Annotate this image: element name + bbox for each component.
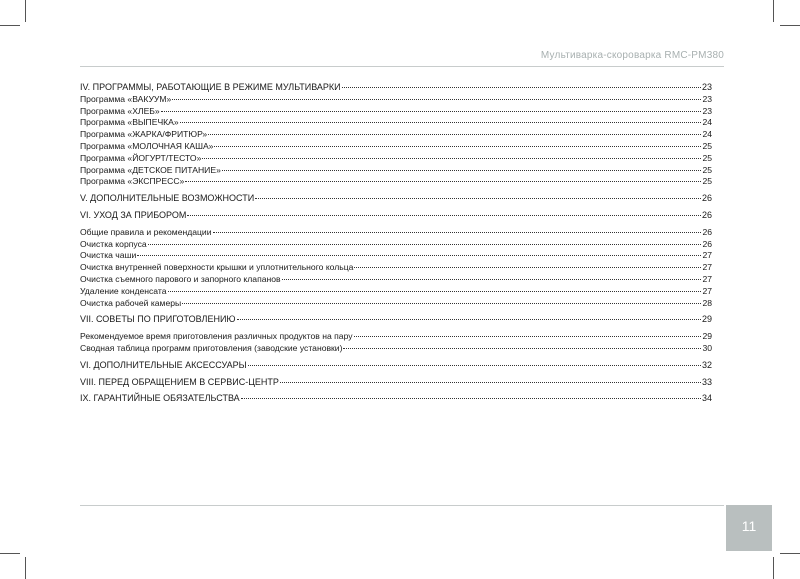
- toc-item-row: [80, 227, 712, 239]
- document-header-title: Мультиварка-скороварка RMC-PM380: [540, 50, 724, 61]
- crop-mark: [0, 25, 20, 26]
- toc-entry-label: Программа «ДЕТСКОЕ ПИТАНИЕ»: [80, 164, 221, 175]
- crop-mark: [773, 0, 774, 22]
- page-number: 11: [741, 518, 757, 534]
- toc-leader-dots: [280, 382, 701, 383]
- toc-leader-dots: [148, 244, 702, 245]
- toc-section-row: [80, 393, 712, 405]
- toc-leader-dots: [187, 215, 701, 216]
- toc-leader-dots: [185, 181, 701, 182]
- toc-page-number: 28: [702, 297, 712, 308]
- toc-entry-label: V. ДОПОЛНИТЕЛЬНЫЕ ВОЗМОЖНОСТИ: [80, 193, 255, 204]
- toc-leader-dots: [180, 122, 702, 123]
- toc-leader-dots: [168, 291, 702, 292]
- toc-page-number: 34: [701, 393, 712, 404]
- toc-leader-dots: [354, 336, 702, 337]
- toc-item-row: [80, 141, 712, 153]
- toc-section-row: [80, 193, 712, 205]
- toc-entry-label: VI. ДОПОЛНИТЕЛЬНЫЕ АКСЕССУАРЫ: [80, 359, 247, 370]
- toc-entry-label: Программа «ЖАРКА/ФРИТЮР»: [80, 129, 208, 140]
- toc-entry-label: Общие правила и рекомендации: [80, 226, 212, 237]
- toc-page-number: 25: [702, 164, 712, 175]
- toc-entry-label: Очистка внутренней поверхности крышки и уплотнительного кольца: [80, 262, 354, 273]
- toc-entry-label: Сводная таблица программ приготовления (заводские установки): [80, 342, 343, 353]
- toc-entry-label: Очистка рабочей камеры: [80, 297, 182, 308]
- toc-item-row: [80, 298, 712, 310]
- toc-page-number: 29: [702, 331, 712, 342]
- toc-item-row: [80, 94, 712, 106]
- crop-mark: [25, 557, 26, 579]
- toc-item-row: [80, 331, 712, 343]
- toc-page-number: 29: [701, 314, 712, 325]
- toc-entry-label: Удаление конденсата: [80, 285, 167, 296]
- crop-mark: [780, 553, 800, 554]
- toc-leader-dots: [248, 365, 701, 366]
- toc-entry-label: VII. СОВЕТЫ ПО ПРИГОТОВЛЕНИЮ: [80, 314, 236, 325]
- toc-page-number: 26: [702, 238, 712, 249]
- toc-page-number: 25: [702, 176, 712, 187]
- toc-item-row: [80, 343, 712, 355]
- toc-item-row: [80, 129, 712, 141]
- toc-section-row: [80, 360, 712, 372]
- toc-entry-label: Очистка чаши: [80, 250, 137, 261]
- toc-page-number: 30: [702, 342, 712, 353]
- toc-entry-label: Очистка съемного парового и запорного клапанов: [80, 273, 281, 284]
- toc-page-number: 33: [701, 376, 712, 387]
- toc-page-number: 32: [701, 359, 712, 370]
- toc-entry-label: Программа «ЙОГУРТ/ТЕСТО»: [80, 152, 202, 163]
- toc-leader-dots: [237, 319, 701, 320]
- toc-section-row: [80, 210, 712, 222]
- toc-entry-label: Программа «ВАКУУМ»: [80, 93, 172, 104]
- toc-leader-dots: [208, 134, 701, 135]
- toc-leader-dots: [255, 198, 701, 199]
- toc-leader-dots: [161, 111, 702, 112]
- toc-page-number: 26: [701, 193, 712, 204]
- toc-page-number: 26: [701, 209, 712, 220]
- toc-leader-dots: [213, 232, 702, 233]
- header-divider: [80, 66, 724, 67]
- toc-leader-dots: [222, 170, 702, 171]
- toc-item-row: [80, 262, 712, 274]
- crop-mark: [780, 25, 800, 26]
- toc-entry-label: VI. УХОД ЗА ПРИБОРОМ: [80, 209, 187, 220]
- crop-mark: [773, 557, 774, 579]
- toc-item-row: [80, 239, 712, 251]
- toc-item-row: [80, 106, 712, 118]
- toc-page-number: 27: [702, 285, 712, 296]
- toc-page-number: 24: [702, 129, 712, 140]
- toc-section-row: [80, 82, 712, 94]
- toc-leader-dots: [354, 267, 701, 268]
- toc-page-number: 24: [702, 117, 712, 128]
- toc-item-row: [80, 176, 712, 188]
- toc-entry-label: IX. ГАРАНТИЙНЫЕ ОБЯЗАТЕЛЬСТВА: [80, 393, 240, 404]
- table-of-contents: [80, 82, 712, 405]
- toc-item-row: [80, 117, 712, 129]
- crop-mark: [0, 553, 20, 554]
- toc-page-number: 25: [702, 152, 712, 163]
- toc-section-row: [80, 377, 712, 389]
- toc-entry-label: Программа «ВЫПЕЧКА»: [80, 117, 179, 128]
- toc-leader-dots: [282, 279, 702, 280]
- footer-divider: [80, 505, 724, 506]
- toc-page-number: 27: [702, 273, 712, 284]
- toc-entry-label: VIII. ПЕРЕД ОБРАЩЕНИЕМ В СЕРВИС-ЦЕНТР: [80, 376, 279, 387]
- toc-entry-label: Программа «ЭКСПРЕСС»: [80, 176, 185, 187]
- toc-leader-dots: [137, 255, 701, 256]
- toc-leader-dots: [342, 87, 701, 88]
- toc-leader-dots: [182, 303, 701, 304]
- toc-leader-dots: [343, 348, 701, 349]
- toc-item-row: [80, 286, 712, 298]
- toc-leader-dots: [214, 146, 701, 147]
- toc-page-number: 26: [702, 226, 712, 237]
- toc-page-number: 23: [702, 105, 712, 116]
- toc-entry-label: IV. ПРОГРАММЫ, РАБОТАЮЩИЕ В РЕЖИМЕ МУЛЬТИВАРКИ: [80, 82, 341, 92]
- page-number-box: [726, 505, 772, 551]
- toc-item-row: [80, 250, 712, 262]
- toc-page-number: 27: [702, 262, 712, 273]
- toc-entry-label: Рекомендуемое время приготовления различных продуктов на пару: [80, 331, 353, 342]
- toc-page-number: 25: [702, 140, 712, 151]
- toc-entry-label: Очистка корпуса: [80, 238, 147, 249]
- toc-item-row: [80, 153, 712, 165]
- toc-entry-label: Программа «ХЛЕБ»: [80, 105, 160, 116]
- toc-page-number: 23: [701, 82, 712, 92]
- toc-section-row: [80, 314, 712, 326]
- toc-item-row: [80, 274, 712, 286]
- toc-leader-dots: [241, 398, 701, 399]
- toc-item-row: [80, 165, 712, 177]
- crop-mark: [25, 0, 26, 22]
- toc-entry-label: Программа «МОЛОЧНАЯ КАША»: [80, 140, 214, 151]
- toc-leader-dots: [172, 99, 701, 100]
- toc-leader-dots: [202, 158, 701, 159]
- toc-page-number: 23: [702, 93, 712, 104]
- toc-page-number: 27: [702, 250, 712, 261]
